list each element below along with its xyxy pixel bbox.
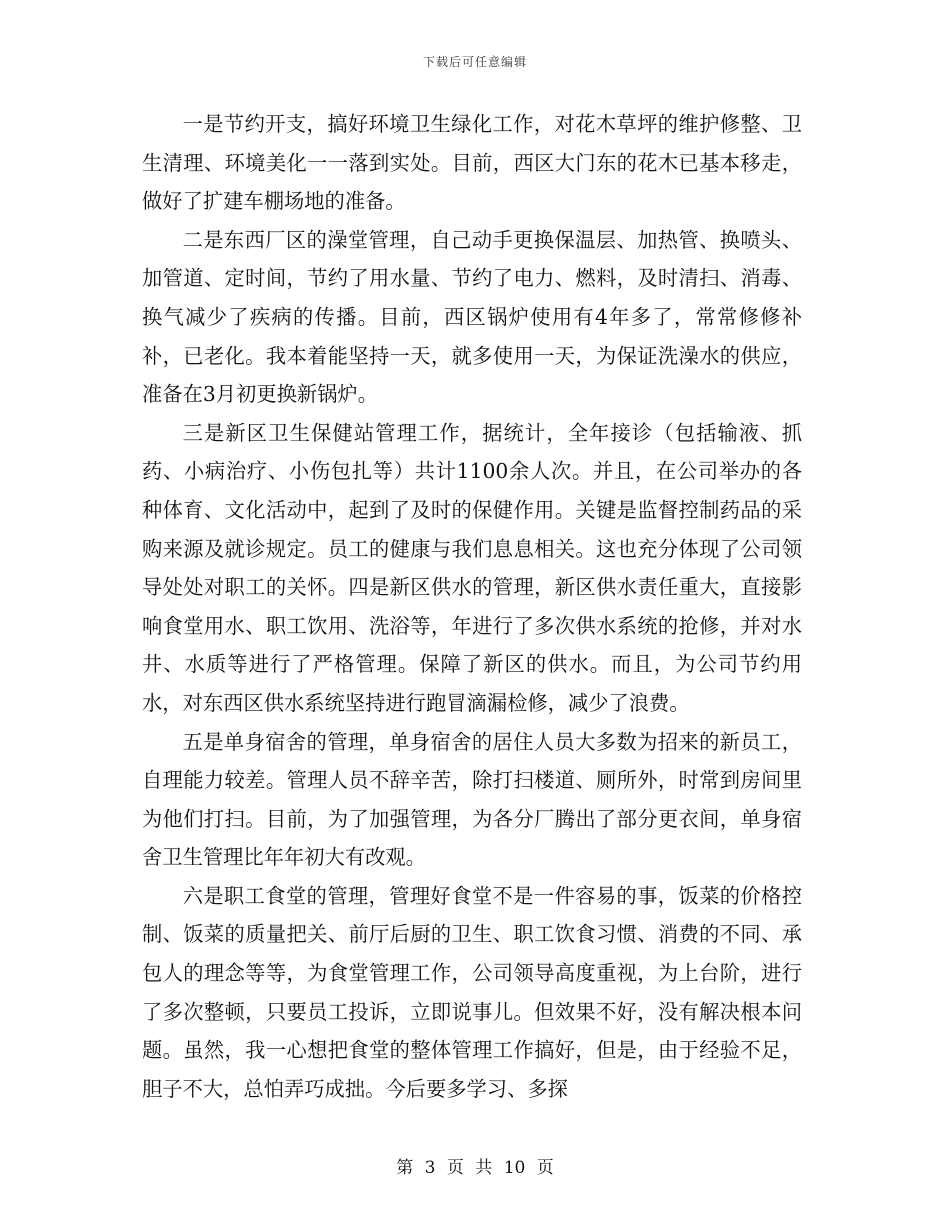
paragraph-2: 二是东西厂区的澡堂管理，自己动手更换保温层、加热管、换喷头、加管道、定时间，节约了用水量、节约了电力、燃料，及时清扫、消毒、换气减少了疾病的传播。目前，西区锅炉使用有4年多了，常常修修补补，已老化。我本着能坚持一天，就多使用一天，为保证洗澡水的供应，准备在3月初更换新锅炉。 bbox=[142, 227, 802, 407]
document-body bbox=[142, 105, 802, 1108]
header-note: 下载后可任意编辑 bbox=[422, 55, 527, 69]
paragraph-4: 五是单身宿舍的管理，单身宿舍的居住人员大多数为招来的新员工，自理能力较差。管理人员不辞辛苦，除打扫楼道、厕所外，时常到房间里为他们打扫。目前，为了加强管理，为各分厂腾出了部分更衣间，单身宿舍卫生管理比年年初大有改观。 bbox=[142, 729, 802, 870]
page-number: 第 3 页 共 10 页 bbox=[396, 1158, 554, 1178]
paragraph-1: 一是节约开支，搞好环境卫生绿化工作，对花木草坪的维护修整、卫生清理、环境美化一一落到实处。目前，西区大门东的花木已基本移走，做好了扩建车棚场地的准备。 bbox=[142, 112, 802, 214]
paragraph-5: 六是职工食堂的管理，管理好食堂不是一件容易的事，饭菜的价格控制、饭菜的质量把关、前厅后厨的卫生、职工饮食习惯、消费的不同、承包人的理念等等，为食堂管理工作，公司领导高度重视，为上台阶，进行了多次整顿，只要员工投诉，立即说事儿。但效果不好，没有解决根本问题。虽然，我一心想把食堂的整体管理工作搞好，但是，由于经验不足，胆子不大，总怕弄巧成拙。今后要多学习、多探 bbox=[142, 883, 802, 1101]
paragraph-3: 三是新区卫生保健站管理工作，据统计，全年接诊（包括输液、抓药、小病治疗、小伤包扎等）共计1100余人次。并且，在公司举办的各种体育、文化活动中，起到了及时的保健作用。关键是监督控制药品的采购来源及就诊规定。员工的健康与我们息息相关。这也充分体现了公司领导处处对职工的关怀。四是新区供水的管理，新区供水责任重大，直接影响食堂用水、职工饮用、洗浴等，年进行了多次供水系统的抢修，并对水井、水质等进行了严格管理。保障了新区的供水。而且，为公司节约用水，对东西区供水系统坚持进行跑冒滴漏检修，减少了浪费。 bbox=[142, 420, 802, 715]
